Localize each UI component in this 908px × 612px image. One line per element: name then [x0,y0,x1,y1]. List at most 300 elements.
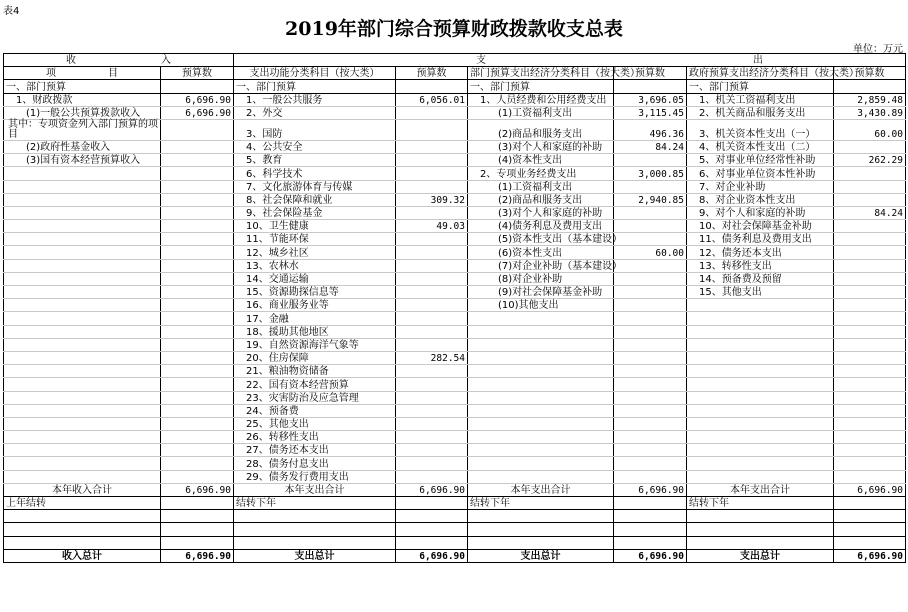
dept-budget-cell [614,378,687,391]
func-item-cell: 5、教育 [234,154,396,167]
income-budget-cell [161,351,234,364]
item-header-left: 项 [46,68,56,80]
gov-item-cell: 8、对企业资本性支出 [687,193,834,206]
dept-item-cell: 一、部门预算 [468,80,614,93]
income-budget-cell [161,457,234,470]
table-row [4,206,906,219]
table-row [4,378,906,391]
dept-budget-cell [614,457,687,470]
income-budget-cell [161,378,234,391]
blank-cell [161,536,234,549]
blank-row [4,510,906,523]
income-item-cell: 一、部门预算 [4,80,161,93]
dept-budget-cell [614,206,687,219]
func-item-cell: 13、农林水 [234,259,396,272]
dept-budget-cell [614,259,687,272]
income-budget-cell [161,444,234,457]
gov-budget-cell [834,272,906,285]
table-row [4,106,906,119]
gov-budget-cell [834,80,906,93]
dept-subtotal-value: 6,696.90 [614,483,687,496]
func-item-cell: 21、粮油物资储备 [234,365,396,378]
gov-item-cell: 7、对企业补助 [687,180,834,193]
gov-budget-cell [834,325,906,338]
func-budget-cell [396,180,468,193]
blank-cell [396,523,468,536]
income-budget-cell [161,259,234,272]
income-item-cell: (3)国有资本经营预算收入 [4,154,161,167]
blank-cell [687,536,834,549]
income-item-cell [4,193,161,206]
gov-next-year-value [834,497,906,510]
func-item-cell: 一、部门预算 [234,80,396,93]
func-item-cell: 19、自然资源海洋气象等 [234,338,396,351]
dept-item-cell: (7)对企业补助（基本建设） [468,259,614,272]
gov-budget-cell [834,404,906,417]
gov-item-cell: 14、预备费及预留 [687,272,834,285]
gov-budget-cell [834,286,906,299]
func-budget-cell: 282.54 [396,351,468,364]
gov-item-cell: 3、机关资本性支出（一） [687,119,834,140]
income-item-cell: (2)政府性基金收入 [4,140,161,153]
income-group-right: 入 [161,55,171,67]
dept-budget-cell [614,404,687,417]
dept-item-cell: 2、专项业务经费支出 [468,167,614,180]
subtotal-row [4,483,906,496]
blank-cell [614,536,687,549]
income-budget-cell [161,299,234,312]
gov-budget-cell [834,193,906,206]
func-budget-cell [396,106,468,119]
gov-item-cell [687,457,834,470]
func-item-cell: 9、社会保险基金 [234,206,396,219]
table-row [4,180,906,193]
func-budget-cell [396,80,468,93]
dept-budget-cell [614,80,687,93]
func-item-cell: 20、住房保障 [234,351,396,364]
gov-budget-cell [834,299,906,312]
dept-budget-cell [614,444,687,457]
gov-budget-cell [834,167,906,180]
income-item-cell [4,404,161,417]
func-item-cell: 27、债务还本支出 [234,444,396,457]
dept-budget-cell [614,338,687,351]
budget-header-dept: 预算数 [614,67,687,80]
gov-total-label: 支出总计 [687,549,834,562]
gov-item-cell [687,391,834,404]
dept-budget-cell: 2,940.85 [614,193,687,206]
prev-year-carry-label: 上年结转 [4,497,161,510]
gov-budget-cell: 262.29 [834,154,906,167]
table-row [4,404,906,417]
func-budget-cell [396,404,468,417]
dept-budget-cell: 60.00 [614,246,687,259]
func-budget-cell [396,299,468,312]
dept-item-cell: (2)商品和服务支出 [468,119,614,140]
table-row [4,233,906,246]
func-budget-cell [396,119,468,140]
dept-item-cell [468,417,614,430]
budget-header-income: 预算数 [161,67,234,80]
table-row [4,365,906,378]
func-item-cell: 14、交通运输 [234,272,396,285]
dept-item-cell [468,391,614,404]
dept-budget-cell [614,325,687,338]
income-budget-cell [161,233,234,246]
budget-header-func: 预算数 [396,67,468,80]
func-item-cell: 22、国有资本经营预算 [234,378,396,391]
dept-item-cell [468,404,614,417]
dept-item-cell [468,365,614,378]
income-item-cell: 1、财政拨款 [4,93,161,106]
func-budget-cell [396,391,468,404]
blank-cell [468,523,614,536]
table-row [4,246,906,259]
gov-budget-cell [834,365,906,378]
blank-cell [468,536,614,549]
dept-item-cell: (2)商品和服务支出 [468,193,614,206]
dept-budget-cell: 3,696.05 [614,93,687,106]
income-item-cell [4,365,161,378]
income-total-label: 收入总计 [4,549,161,562]
func-item-cell: 6、科学技术 [234,167,396,180]
gov-budget-cell: 3,430.89 [834,106,906,119]
income-budget-cell [161,154,234,167]
carry-row [4,497,906,510]
gov-item-cell [687,444,834,457]
func-class-header: 支出功能分类科目（按大类） [234,67,396,80]
column-header-row [4,67,906,80]
income-item-cell [4,444,161,457]
blank-cell [396,510,468,523]
dept-item-cell: (6)资本性支出 [468,246,614,259]
func-budget-cell [396,154,468,167]
gov-item-cell: 4、机关资本性支出（二） [687,140,834,153]
dept-item-cell: (4)债务利息及费用支出 [468,220,614,233]
func-budget-cell [396,470,468,483]
func-budget-cell [396,312,468,325]
dept-item-cell [468,444,614,457]
gov-item-cell: 一、部门预算 [687,80,834,93]
dept-budget-cell [614,154,687,167]
func-total-value: 6,696.90 [396,549,468,562]
income-budget-cell: 6,696.90 [161,106,234,119]
dept-budget-cell [614,272,687,285]
func-budget-cell [396,365,468,378]
dept-budget-cell: 3,000.85 [614,167,687,180]
func-item-cell: 26、转移性支出 [234,431,396,444]
income-budget-cell [161,286,234,299]
income-budget-cell [161,220,234,233]
blank-cell [834,523,906,536]
income-item-cell [4,246,161,259]
income-item-cell: 其中：专项资金列入部门预算的项目 [4,119,161,140]
blank-row [4,536,906,549]
table-row [4,193,906,206]
dept-econ-header: 部门预算支出经济分类科目（按大类） [468,67,614,80]
blank-cell [4,510,161,523]
gov-next-year-label: 结转下年 [687,497,834,510]
dept-item-cell: (10)其他支出 [468,299,614,312]
func-budget-cell [396,206,468,219]
gov-budget-cell [834,378,906,391]
dept-budget-cell [614,365,687,378]
func-item-cell: 23、灾害防治及应急管理 [234,391,396,404]
func-item-cell: 15、资源勘探信息等 [234,286,396,299]
gov-budget-cell [834,431,906,444]
table-row [4,431,906,444]
gov-item-cell: 10、对社会保障基金补助 [687,220,834,233]
table-row [4,154,906,167]
gov-item-cell [687,378,834,391]
table-row [4,299,906,312]
prev-year-carry-value [161,497,234,510]
dept-budget-cell [614,470,687,483]
dept-item-cell: (1)工资福利支出 [468,106,614,119]
gov-item-cell [687,470,834,483]
table-row [4,167,906,180]
dept-item-cell [468,338,614,351]
func-item-cell: 28、债务付息支出 [234,457,396,470]
income-item-cell [4,220,161,233]
income-item-cell [4,351,161,364]
income-budget-cell: 6,696.90 [161,93,234,106]
dept-budget-cell [614,180,687,193]
dept-item-cell [468,351,614,364]
expense-group-right: 出 [753,55,763,67]
income-budget-cell [161,417,234,430]
dept-budget-cell [614,233,687,246]
dept-budget-cell: 3,115.45 [614,106,687,119]
income-item-cell [4,325,161,338]
income-budget-cell [161,312,234,325]
table-row [4,351,906,364]
gov-item-cell [687,351,834,364]
gov-item-cell [687,365,834,378]
dept-item-cell: (4)资本性支出 [468,154,614,167]
func-item-cell: 25、其他支出 [234,417,396,430]
dept-next-year-label: 结转下年 [468,497,614,510]
table-row [4,457,906,470]
func-item-cell: 8、社会保障和就业 [234,193,396,206]
blank-cell [234,523,396,536]
dept-budget-cell [614,312,687,325]
gov-budget-cell [834,180,906,193]
dept-item-cell: (3)对个人和家庭的补助 [468,140,614,153]
gov-budget-cell [834,338,906,351]
income-budget-cell [161,272,234,285]
gov-item-cell [687,299,834,312]
income-budget-cell [161,365,234,378]
income-budget-cell [161,140,234,153]
table-row [4,325,906,338]
blank-cell [614,510,687,523]
income-item-cell [4,312,161,325]
dept-item-cell: (9)对社会保障基金补助 [468,286,614,299]
func-item-cell: 2、外交 [234,106,396,119]
unit-label: 单位：万元 [853,44,903,55]
table-number-label: 表4 [3,6,20,17]
income-budget-cell [161,180,234,193]
func-item-cell: 11、节能环保 [234,233,396,246]
income-budget-cell [161,119,234,140]
gov-budget-cell [834,444,906,457]
income-budget-cell [161,391,234,404]
gov-item-cell: 11、债务利息及费用支出 [687,233,834,246]
income-item-cell [4,378,161,391]
dept-subtotal-label: 本年支出合计 [468,483,614,496]
gov-subtotal-value: 6,696.90 [834,483,906,496]
blank-cell [614,523,687,536]
income-group-header [4,54,234,67]
func-item-cell: 16、商业服务业等 [234,299,396,312]
func-budget-cell [396,167,468,180]
income-subtotal-label: 本年收入合计 [4,483,161,496]
gov-budget-cell: 84.24 [834,206,906,219]
gov-budget-cell [834,259,906,272]
func-budget-cell [396,338,468,351]
func-budget-cell [396,246,468,259]
table-row [4,119,906,140]
func-next-year-label: 结转下年 [234,497,396,510]
gov-item-cell: 5、对事业单位经常性补助 [687,154,834,167]
gov-item-cell: 9、对个人和家庭的补助 [687,206,834,219]
blank-cell [234,510,396,523]
dept-budget-cell [614,431,687,444]
dept-budget-cell [614,417,687,430]
income-group-left: 收 [66,55,76,67]
table-row [4,220,906,233]
dept-item-cell: (1)工资福利支出 [468,180,614,193]
dept-total-label: 支出总计 [468,549,614,562]
dept-item-cell [468,312,614,325]
dept-item-cell: (5)资本性支出（基本建设） [468,233,614,246]
income-budget-cell [161,246,234,259]
gov-budget-cell [834,233,906,246]
income-item-cell [4,233,161,246]
blank-cell [468,510,614,523]
gov-item-cell: 15、其他支出 [687,286,834,299]
gov-budget-cell [834,457,906,470]
table-row [4,140,906,153]
dept-item-cell: (3)对个人和家庭的补助 [468,206,614,219]
func-budget-cell [396,417,468,430]
table-row [4,93,906,106]
table-row [4,259,906,272]
gov-item-cell: 13、转移性支出 [687,259,834,272]
item-header [4,67,161,80]
blank-cell [161,523,234,536]
func-item-cell: 24、预备费 [234,404,396,417]
income-total-value: 6,696.90 [161,549,234,562]
dept-item-cell: (8)对企业补助 [468,272,614,285]
expense-group-header [234,54,906,67]
income-item-cell [4,286,161,299]
gov-item-cell [687,325,834,338]
budget-summary-table [3,53,906,563]
func-budget-cell [396,325,468,338]
blank-cell [687,510,834,523]
income-budget-cell [161,193,234,206]
func-total-label: 支出总计 [234,549,396,562]
func-budget-cell [396,272,468,285]
table-row [4,391,906,404]
func-item-cell: 17、金融 [234,312,396,325]
func-item-cell: 4、公共安全 [234,140,396,153]
gov-budget-cell [834,470,906,483]
blank-cell [396,536,468,549]
gov-subtotal-label: 本年支出合计 [687,483,834,496]
income-item-cell [4,431,161,444]
dept-budget-cell [614,286,687,299]
func-budget-cell: 49.03 [396,220,468,233]
func-subtotal-label: 本年支出合计 [234,483,396,496]
dept-item-cell [468,457,614,470]
income-item-cell [4,259,161,272]
gov-econ-header: 政府预算支出经济分类科目（按大类） [687,67,834,80]
dept-item-cell [468,378,614,391]
blank-cell [687,523,834,536]
table-row [4,470,906,483]
func-budget-cell [396,286,468,299]
dept-item-cell [468,470,614,483]
dept-total-value: 6,696.90 [614,549,687,562]
income-budget-cell [161,404,234,417]
dept-budget-cell [614,351,687,364]
table-row [4,444,906,457]
blank-cell [161,510,234,523]
income-budget-cell [161,206,234,219]
dept-item-cell [468,431,614,444]
table-row [4,286,906,299]
func-item-cell: 29、债务发行费用支出 [234,470,396,483]
func-item-cell: 3、国防 [234,119,396,140]
blank-cell [4,523,161,536]
item-header-right: 目 [108,68,118,80]
func-budget-cell [396,140,468,153]
gov-item-cell [687,338,834,351]
dept-next-year-value [614,497,687,510]
table-row [4,272,906,285]
dept-budget-cell: 84.24 [614,140,687,153]
gov-item-cell [687,312,834,325]
gov-item-cell: 6、对事业单位资本性补助 [687,167,834,180]
gov-item-cell: 1、机关工资福利支出 [687,93,834,106]
table-row [4,80,906,93]
dept-item-cell [468,325,614,338]
income-item-cell [4,180,161,193]
func-budget-cell [396,233,468,246]
func-next-year-value [396,497,468,510]
table-row [4,338,906,351]
income-subtotal-value: 6,696.90 [161,483,234,496]
income-item-cell [4,338,161,351]
gov-budget-cell [834,312,906,325]
gov-total-value: 6,696.90 [834,549,906,562]
table-row [4,417,906,430]
gov-budget-cell: 2,859.48 [834,93,906,106]
income-budget-cell [161,431,234,444]
func-budget-cell [396,431,468,444]
income-budget-cell [161,470,234,483]
income-item-cell [4,457,161,470]
func-budget-cell [396,444,468,457]
gov-budget-cell [834,220,906,233]
func-budget-cell [396,457,468,470]
func-budget-cell [396,378,468,391]
dept-budget-cell: 496.36 [614,119,687,140]
income-budget-cell [161,338,234,351]
